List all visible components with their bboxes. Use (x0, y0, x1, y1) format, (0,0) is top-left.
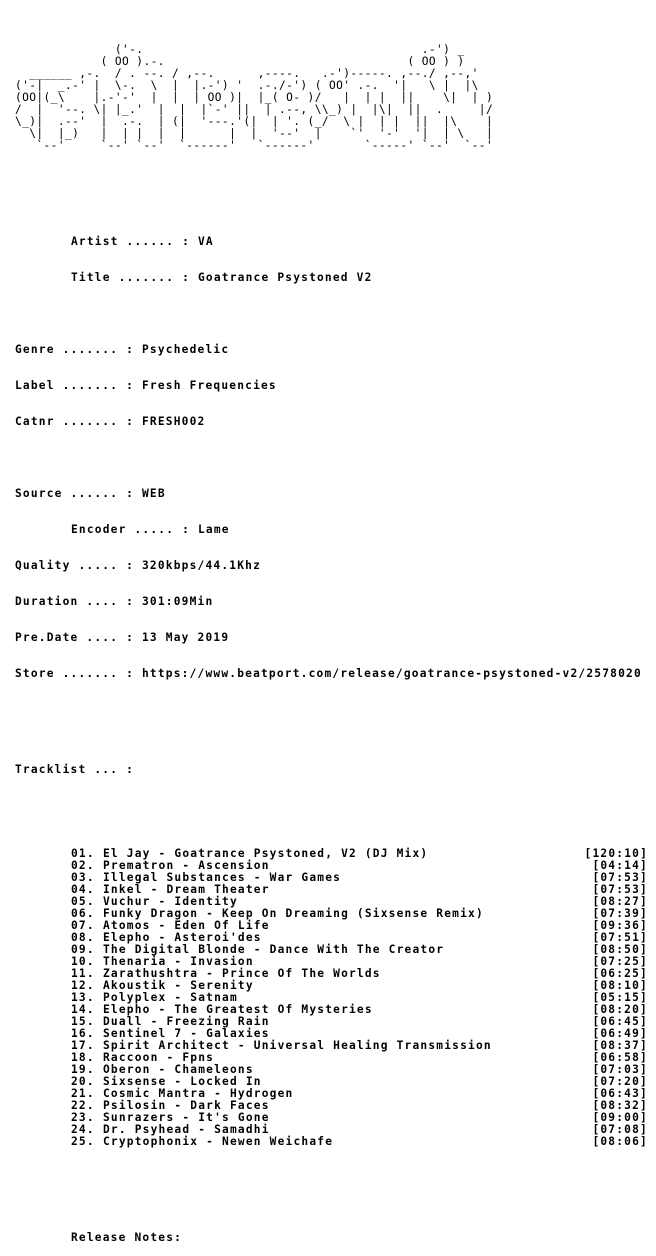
ascii-logo-line: / | '--. \| |_.' | | |`-' || | .--, \\_) | |\| || . |/ (15, 103, 494, 116)
track-num: 21. (71, 1087, 95, 1100)
track-num: 17. (71, 1039, 95, 1052)
track-num: 24. (71, 1123, 95, 1136)
track-num: 23. (71, 1111, 95, 1124)
track-time: [08:10] (592, 979, 648, 992)
track-title: Polyplex - Satnam (103, 991, 238, 1004)
ascii-logo-line: ('-. .-') _ (15, 43, 465, 56)
title-value: Goatrance Psystoned V2 (197, 271, 373, 284)
track-title: Cryptophonix - Newen Weichafe (103, 1135, 334, 1148)
track-time: [08:32] (592, 1099, 648, 1112)
ascii-logo-line: `--' `--' `--' `------' `------' `-----' `--' `--' (15, 139, 494, 152)
duration-value: 301:09Min (141, 595, 214, 608)
track-num: 09. (71, 943, 95, 956)
track-num: 19. (71, 1063, 95, 1076)
track-time: [07:53] (592, 871, 648, 884)
track-time: [07:25] (592, 955, 648, 968)
store-link[interactable]: https://www.beatport.com/release/goatrance-psystoned-v2/2578020 (141, 667, 642, 680)
catnr-line (15, 416, 656, 428)
track-time: [07:53] (592, 883, 648, 896)
track-title: Oberon - Chameleons (103, 1063, 254, 1076)
track-time: [05:15] (592, 991, 648, 1004)
track-num: 04. (71, 883, 95, 896)
track-num: 02. (71, 859, 95, 872)
track-time: [07:20] (592, 1075, 648, 1088)
title-label: Title ....... : (71, 271, 198, 284)
track-num: 11. (71, 967, 95, 980)
track-time: [07:08] (592, 1123, 648, 1136)
track-num: 03. (71, 871, 95, 884)
track-title: Elepho - Asteroi'des (103, 931, 262, 944)
track-num: 16. (71, 1027, 95, 1040)
predate-line (15, 632, 656, 644)
track-title: Thenaria - Invasion (103, 955, 254, 968)
source-value: WEB (141, 487, 166, 500)
track-time: [06:49] (592, 1027, 648, 1040)
encoder-value: Lame (197, 523, 230, 536)
track-time: [06:25] (592, 967, 648, 980)
track-title: El Jay - Goatrance Psystoned, V2 (DJ Mix) (103, 847, 429, 860)
store-line (15, 668, 656, 680)
label-line (15, 380, 656, 392)
track-title: Spirit Architect - Universal Healing Transmission (103, 1039, 492, 1052)
track-num: 12. (71, 979, 95, 992)
quality-label: Quality ..... : (15, 559, 142, 572)
track-time: [08:37] (592, 1039, 648, 1052)
track-num: 20. (71, 1075, 95, 1088)
track-time: [08:06] (592, 1135, 648, 1148)
track-title: Sentinel 7 - Galaxies (103, 1027, 270, 1040)
tracklist (15, 848, 656, 1148)
track-title: Illegal Substances - War Games (103, 871, 342, 884)
track-title: Sixsense - Locked In (103, 1075, 262, 1088)
track-time: [06:43] (592, 1087, 648, 1100)
track-time: [120:10] (584, 847, 648, 860)
catnr-label: Catnr ....... : (15, 415, 142, 428)
track-title: Vuchur - Identity (103, 895, 238, 908)
track-num: 08. (71, 931, 95, 944)
track-title: Zarathushtra - Prince Of The Worlds (103, 967, 381, 980)
genre-line (15, 344, 656, 356)
store-label: Store ....... : (15, 667, 142, 680)
track-row (15, 1136, 648, 1148)
track-time: [06:58] (592, 1051, 648, 1064)
source-label: Source ...... : (15, 487, 142, 500)
ascii-logo (15, 44, 656, 152)
track-title: Inkel - Dream Theater (103, 883, 270, 896)
track-title: Duall - Freezing Rain (103, 1015, 270, 1028)
track-title: Funky Dragon - Keep On Dreaming (Sixsense Remix) (103, 907, 484, 920)
track-time: [06:45] (592, 1015, 648, 1028)
track-num: 13. (71, 991, 95, 1004)
track-time: [07:39] (592, 907, 648, 920)
track-title: Psilosin - Dark Faces (103, 1099, 270, 1112)
track-time: [08:27] (592, 895, 648, 908)
track-title: Dr. Psyhead - Samadhi (103, 1123, 270, 1136)
ascii-logo-line: (OO|(_\ |.-'-' | | | OO )| |_( O- )/ | | | || \| | ) (15, 91, 494, 104)
track-time: [08:20] (592, 1003, 648, 1016)
track-num: 15. (71, 1015, 95, 1028)
track-title: Cosmic Mantra - Hydrogen (103, 1087, 294, 1100)
track-num: 07. (71, 919, 95, 932)
quality-value: 320kbps/44.1Khz (141, 559, 262, 572)
encoder-label: Encoder ..... : (71, 523, 198, 536)
track-num: 14. (71, 1003, 95, 1016)
track-title: Atomos - Eden Of Life (103, 919, 270, 932)
tracklist-heading: Tracklist ... : (15, 763, 135, 776)
track-title: Akoustik - Serenity (103, 979, 254, 992)
track-title: Elepho - The Greatest Of Mysteries (103, 1003, 373, 1016)
title-line (15, 272, 656, 284)
release-notes-heading: Release Notes: (71, 1231, 183, 1244)
label-value: Fresh Frequencies (141, 379, 277, 392)
predate-label: Pre.Date .... : (15, 631, 142, 644)
label-label: Label ....... : (15, 379, 142, 392)
artist-label: Artist ...... : (71, 235, 198, 248)
track-num: 06. (71, 907, 95, 920)
track-num: 18. (71, 1051, 95, 1064)
track-time: [09:36] (592, 919, 648, 932)
track-time: [07:51] (592, 931, 648, 944)
artist-line (15, 236, 656, 248)
track-time: [04:14] (592, 859, 648, 872)
track-num: 25. (71, 1135, 95, 1148)
ascii-logo-line: \| |_) | | | | | | | '--' | `' '-' '| | \ | (15, 127, 494, 140)
track-title: The Digital Blonde - Dance With The Creator (103, 943, 445, 956)
duration-line (15, 596, 656, 608)
track-time: [07:03] (592, 1063, 648, 1076)
predate-value: 13 May 2019 (141, 631, 230, 644)
ascii-logo-line: \_)| .--' | .-. | (| '---.'(| | '. (_/ \ | | | || |\ | (15, 115, 494, 128)
source-line (15, 488, 656, 500)
track-title: Prematron - Ascension (103, 859, 270, 872)
track-time: [08:50] (592, 943, 648, 956)
track-num: 22. (71, 1099, 95, 1112)
ascii-logo-line: ( OO ).-. ( OO ) ) (15, 55, 465, 68)
track-title: Sunrazers - It's Gone (103, 1111, 270, 1124)
artist-value: VA (197, 235, 214, 248)
track-time: [09:00] (592, 1111, 648, 1124)
duration-label: Duration .... : (15, 595, 142, 608)
genre-value: Psychedelic (141, 343, 230, 356)
catnr-value: FRESH002 (141, 415, 206, 428)
encoder-line (15, 524, 656, 536)
track-num: 05. (71, 895, 95, 908)
ascii-logo-line: ('-| _.-' | \-. \ | |.-') ' .-./-') ( OO' .-. '| \ | |\ (15, 79, 479, 92)
track-num: 10. (71, 955, 95, 968)
genre-label: Genre ....... : (15, 343, 142, 356)
ascii-logo-line: ______ ,-. / . --. / ,--. ,----. .-')-----. ,--./ ,--,' (15, 67, 479, 80)
track-num: 01. (71, 847, 95, 860)
track-title: Raccoon - Fpns (103, 1051, 215, 1064)
quality-line (15, 560, 656, 572)
